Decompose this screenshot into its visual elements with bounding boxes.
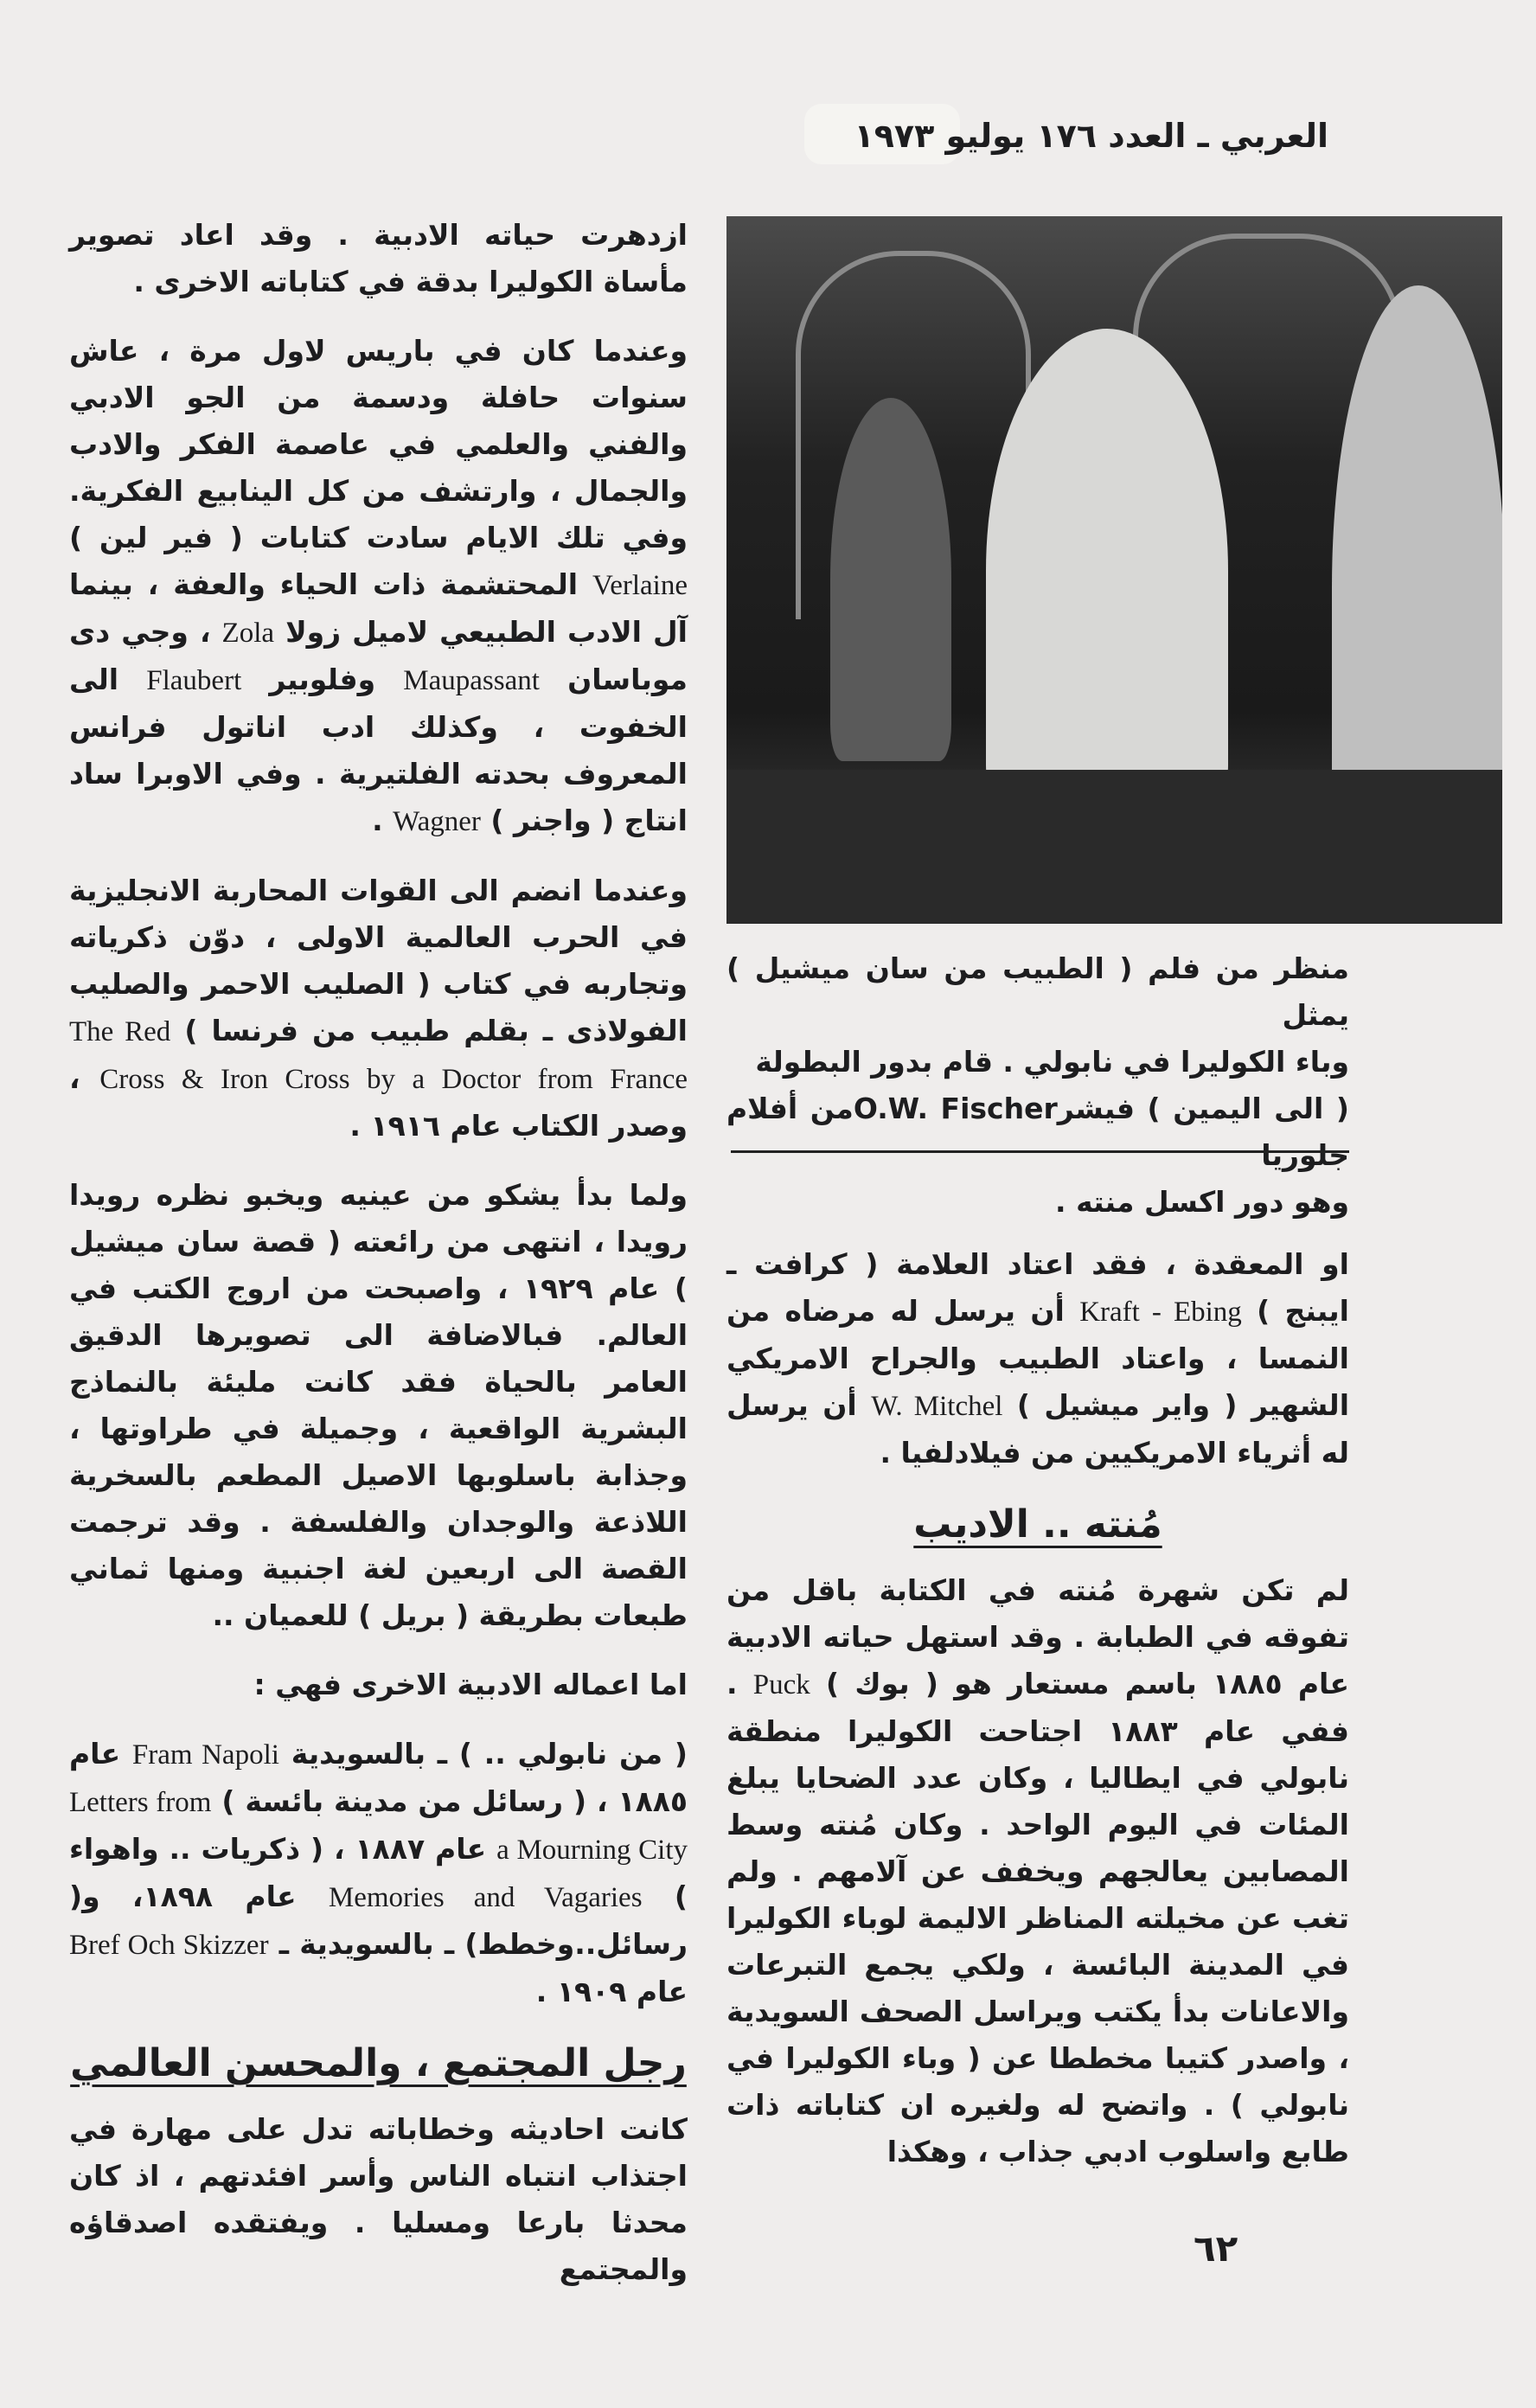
paragraph: وعندما انضم الى القوات المحاربة الانجليزية في الحرب العالمية الاولى ، دوّن ذكرياته وتجاربه في كتاب ( الصليب الاحمر والصليب الفولاذى ـ بقلم طبيب من فرنسا ) The Red Cross & Iron Cross by a Doctor from France ، وصدر الكتاب عام ١٩١٦ . <box>69 874 688 1143</box>
section-heading: رجل المجتمع ، والمحسن العالمي <box>70 2041 687 2085</box>
paragraph: اما اعماله الادبية الاخرى فهي : <box>253 1668 688 1701</box>
caption-divider <box>731 1150 1349 1153</box>
photo-caption <box>726 945 1349 1226</box>
caption-line: وباء الكوليرا في نابولي . قام بدور البطولة <box>755 1045 1349 1079</box>
paragraph: او المعقدة ، فقد اعتاد العلامة ( كرافت ـ ايبنج ) Kraft - Ebing أن يرسل له مرضاه من النمسا ، واعتاد الطبيب والجراح الامريكي الشهير ( واير ميشيل ) W. Mitchel أن يرسل له أثرياء الامريكيين من فيلادلفيا . <box>726 1247 1350 1470</box>
works-list: ( من نابولي .. ) ـ بالسويدية Fram Napoli عام ١٨٨٥ ، ( رسائل من مدينة بائسة ) Letters from a Mourning City عام ١٨٨٧ ، ( ذكريات .. واهواء ) Memories and Vagaries عام ١٨٩٨، و( رسائل..وخطط) ـ بالسويدية ـ Bref Och Skizzer عام ١٩٠٩ . <box>69 1737 688 2008</box>
photo-foreground <box>726 770 1502 924</box>
paragraph: وعندما كان في باريس لاول مرة ، عاش سنوات حافلة ودسمة من الجو الادبي والفني والعلمي في عاصمة الفكر والادب والجمال ، وارتشف من كل الينابيع الفكرية. وفي تلك الايام سادت كتابات ( فير لين ) Verlaine المحتشمة ذات الحياء والعفة ، بينما آل الادب الطبيعي لاميل زولا Zola ، وجي دى موباسان Maupassant وفلوبير Flaubert الى الخفوت ، وكذلك ادب اناتول فرانس المعروف بحدته الفلتيرية . وفي الاوبرا ساد انتاج ( واجنر ) Wagner . <box>69 334 688 837</box>
photo-figure <box>830 398 951 761</box>
running-head: العربي ـ العدد ١٧٦ يوليو ١٩٧٣ <box>854 117 1328 155</box>
paragraph: لم تكن شهرة مُنته في الكتابة باقل من تفوقه في الطبابة . وقد استهل حياته الادبية عام ١٨٨٥ باسم مستعار هو ( بوك ) Puck . ففي عام ١٨٨٣ اجتاحت الكوليرا منطقة نابولي في ايطاليا ، وكان عدد الضحايا يبلغ المئات في اليوم الواحد . وكان مُنته وسط المصابين يعالجهم ويخفف عن آلامهم . ولم تغب عن مخيلته المناظر الاليمة لوباء الكوليرا في المدينة البائسة ، ولكي يجمع التبرعات والاعانات بدأ يكتب ويراسل الصحف السويدية ، واصدر كتيبا مخططا عن ( وباء الكوليرا في نابولي ) . واتضح له ولغيره ان كتاباته ذات طابع واسلوب ادبي جذاب ، وهكذا <box>726 1573 1349 2168</box>
paragraph: كانت احاديثه وخطاباته تدل على مهارة في اجتذاب انتباه الناس وأسر افئدتهم ، اذ كان محدثا بارعا ومسليا . ويفتقده اصدقاؤه والمجتمع <box>69 2112 688 2286</box>
film-still-photo <box>726 216 1502 924</box>
caption-line: وهو دور اكسل منته . <box>1055 1185 1349 1219</box>
caption-line: منظر من فلم ( الطبيب من سان ميشيل ) يمثل <box>726 951 1349 1032</box>
left-column <box>69 212 688 2315</box>
photo-figure-doctor <box>986 329 1228 813</box>
paragraph: ولما بدأ يشكو من عينيه ويخبو نظره رويدا رويدا ، انتهى من رائعته ( قصة سان ميشيل ) عام ١٩٢٩ ، واصبحت من اروج الكتب في العالم. فبالاضافة الى تصويرها الدقيق العامر بالحياة فقد كانت مليئة بالنماذج البشرية الواقعية ، وجميلة في طراوتها ، وجذابة باسلوبها الاصيل المطعم بالسخرية اللاذعة والوجدان والفلسفة . وقد ترجمت القصة الى اربعين لغة اجنبية ومنها ثماني طبعات بطريقة ( بريل ) للعميان .. <box>69 1178 688 1632</box>
paragraph: ازدهرت حياته الادبية . وقد اعاد تصوير مأساة الكوليرا بدقة في كتاباته الاخرى . <box>69 218 688 298</box>
page-number: ٦٢ <box>1194 2227 1238 2270</box>
right-column <box>726 1241 1349 2198</box>
caption-line: ( الى اليمين ) فيشرO.W. Fischerمن أفلام جلوريا <box>726 1092 1349 1172</box>
section-heading: مُنته .. الاديب <box>913 1502 1162 1547</box>
